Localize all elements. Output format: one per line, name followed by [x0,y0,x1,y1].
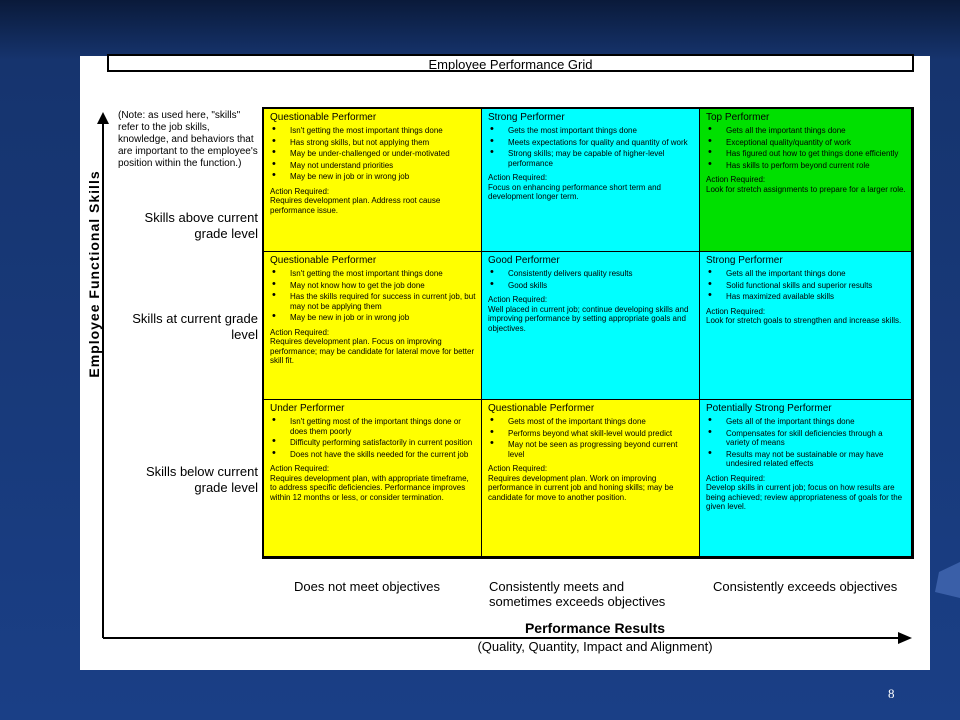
cell-bullet-item: • Results may not be sustainable or may have undesired related effects [706,450,907,469]
action-required-text: Well placed in current job; continue developing skills and improving performance by setting appropriate goals and objectives. [488,304,689,333]
cell-bullet-item: • Gets all of the important things done [706,417,907,427]
action-required-label: Action Required: [488,464,548,473]
performance-grid [262,107,914,559]
action-required-label: Action Required: [270,186,330,196]
action-required-label: Action Required: [488,295,548,304]
cell-title: Top Performer [706,112,770,123]
cell-under-performer [264,400,482,557]
cell-bullet-item: • Gets all the important things done [706,269,907,279]
cell-bullet-item: • May be new in job or in wrong job [270,313,477,323]
action-required-label: Action Required: [706,306,766,316]
cell-bullet-item: • Solid functional skills and superior results [706,281,907,291]
cell-bullet-item: • Has skills to perform beyond current role [706,161,907,171]
cell-bullet-item: • Gets most of the important things done [488,417,695,427]
x-axis-title: Performance Results [524,620,666,636]
cell-questionable-below [482,400,700,557]
row-label-below: Skills below current grade level [146,464,258,495]
cell-bullet-list [488,417,695,459]
cell-bullet-list [270,269,477,323]
cell-bullet-list [706,417,907,469]
cell-bullet-item: • Isn't getting most of the important things done or does them poorly [270,417,477,436]
action-required-text: Look for stretch goals to strengthen and increase skills. [706,316,902,325]
cell-bullet-item: • Performs beyond what skill-level would predict [488,429,695,439]
cell-title: Questionable Performer [488,403,595,414]
cell-bullet-list [270,126,477,182]
col-label-meets: Consistently meets and sometimes exceeds objectives [489,579,666,609]
cell-good-performer [482,252,700,400]
action-required-text: Requires development plan, with appropriate timeframe, to address specific deficiencies. Performance improves within 12 months or less, or consider termination. [270,473,469,502]
cell-strong-above [482,109,700,252]
cell-bullet-list [270,417,477,459]
cell-bullet-item: • Gets the most important things done [488,126,695,136]
action-required-text: Requires development plan. Focus on improving performance; may be candidate for lateral move for better skill fit. [270,337,475,365]
cell-bullet-list [488,126,695,168]
cell-bullet-item: • Meets expectations for quality and quantity of work [488,138,695,148]
cell-bullet-list [706,126,907,170]
cell-bullet-item: • May be under-challenged or under-motivated [270,149,477,159]
cell-bullet-item: • May not understand priorities [270,161,477,171]
skills-note: (Note: as used here, "skills" refer to the job skills, knowledge, and behaviors that are important to the employee's position within the function.) [118,110,258,169]
col-label-exceeds: Consistently exceeds objectives [713,579,898,594]
grid-title: Employee Performance Grid [107,54,914,72]
cell-questionable-above [264,109,482,252]
cell-bullet-item: • Gets all the important things done [706,126,907,136]
cell-bullet-list [706,269,907,302]
row-label-at: Skills at current grade level [132,311,258,342]
cell-questionable-at [264,252,482,400]
row-label-above: Skills above current grade level [144,210,258,241]
cell-bullet-item: • Isn't getting the most important things done [270,126,477,136]
decorative-swoosh-shape [935,562,960,598]
cell-title: Under Performer [270,403,345,414]
y-axis-title: Employee Functional Skills [86,170,102,378]
action-required-text: Develop skills in current job; focus on how results are being achieved; review appropriateness of goals for the given level. [706,483,903,511]
action-required-text: Focus on enhancing performance short term and development longer term. [488,182,661,201]
col-label-does-not-meet: Does not meet objectives [294,579,440,594]
cell-strong-at [700,252,912,400]
cell-title: Strong Performer [706,255,783,266]
cell-bullet-item: • Has figured out how to get things done efficiently [706,149,907,159]
cell-bullet-item: • Isn't getting the most important things done [270,269,477,279]
cell-bullet-item: • May not be seen as progressing beyond current level [488,440,695,459]
cell-title: Questionable Performer [270,112,377,123]
cell-bullet-item: • Does not have the skills needed for the current job [270,450,477,460]
action-required-label: Action Required: [706,175,766,184]
cell-bullet-item: • Consistently delivers quality results [488,269,695,279]
action-required-text: Requires development plan. Address root cause performance issue. [270,196,441,215]
cell-bullet-item: • Exceptional quality/quantity of work [706,138,907,148]
action-required-label: Action Required: [270,327,330,337]
action-required-label: Action Required: [706,473,766,483]
cell-bullet-item: • Has strong skills, but not applying them [270,138,477,148]
cell-title: Potentially Strong Performer [706,403,832,414]
cell-bullet-item: • Compensates for skill deficiencies through a variety of means [706,429,907,448]
cell-title: Good Performer [488,255,560,266]
action-required-label: Action Required: [270,464,330,473]
cell-bullet-item: • May not know how to get the job done [270,281,477,291]
cell-bullet-item: • Strong skills; may be capable of higher-level performance [488,149,695,168]
action-required-label: Action Required: [488,173,548,182]
cell-title: Strong Performer [488,112,565,123]
cell-potentially-strong [700,400,912,557]
x-axis-subtitle: (Quality, Quantity, Impact and Alignment) [477,639,713,654]
cell-bullet-item: • Has maximized available skills [706,292,907,302]
cell-bullet-list [488,269,695,290]
cell-bullet-item: • Has the skills required for success in current job, but may not be applying them [270,292,477,311]
cell-bullet-item: • May be new in job or in wrong job [270,172,477,182]
cell-top-performer [700,109,912,252]
cell-bullet-item: • Difficulty performing satisfactorily in current position [270,438,477,448]
action-required-text: Look for stretch assignments to prepare for a larger role. [706,184,906,194]
page-number: 8 [888,686,895,701]
cell-title: Questionable Performer [270,255,377,266]
cell-bullet-item: • Good skills [488,281,695,291]
action-required-text: Requires development plan. Work on improving performance in current job and honing skills; may be candidate for move to another position. [488,473,674,502]
